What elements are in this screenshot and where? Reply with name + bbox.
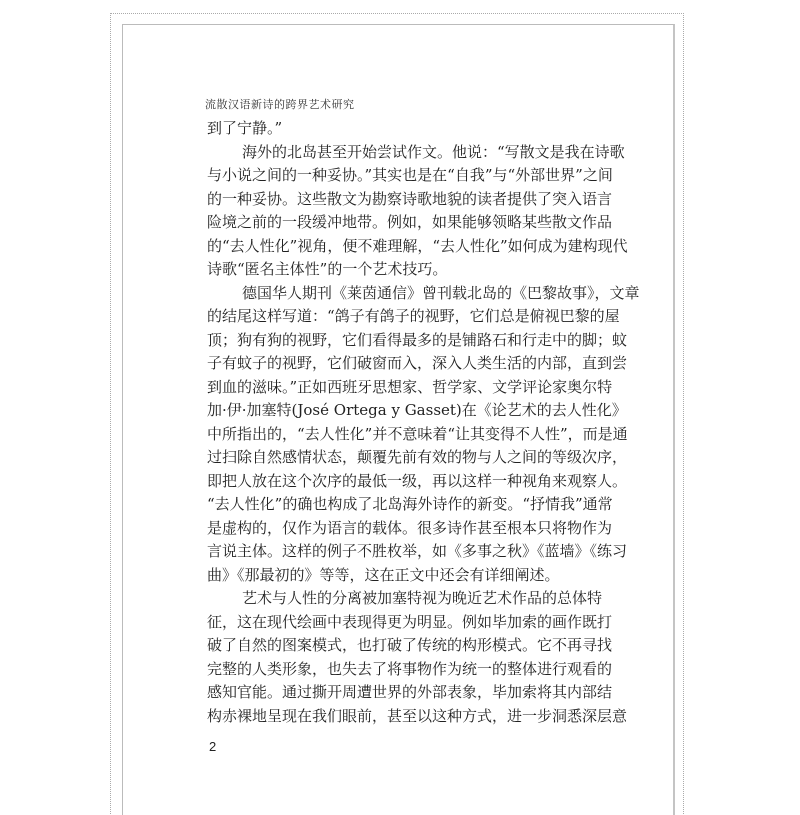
text-line: 即把人放在这个次序的最低一级，再以这样一种视角来观察人。: [207, 471, 628, 490]
text-line: 完整的人类形象，也失去了将事物作为统一的整体进行观看的: [207, 659, 613, 678]
text-line: 中所指出的，“去人性化”并不意味着“让其变得不人性”，而是通: [207, 424, 628, 443]
text-line: 德国华人期刊《莱茵通信》曾刊载北岛的《巴黎故事》，文章: [242, 283, 640, 302]
text-line: 到血的滋味。”正如西班牙思想家、哲学家、文学评论家奥尔特: [207, 377, 613, 396]
text-line: 感知官能。通过撕开周遭世界的外部表象，毕加索将其内部结: [207, 683, 613, 701]
text-line: 的“去人性化”视角，便不难理解，“去人性化”如何成为建构现代: [207, 236, 628, 255]
text-line: 言说主体。这样的例子不胜枚举，如《多事之秋》《蓝墙》《练习: [207, 542, 628, 560]
text-line: 顶；狗有狗的视野，它们看得最多的是铺路石和行走中的脚；蚊: [207, 330, 628, 349]
text-line: 与小说之间的一种妥协。”其实也是在“自我”与“外部世界”之间: [207, 166, 613, 184]
text-line: 征，这在现代绘画中表现得更为明显。例如毕加索的画作既打: [207, 612, 613, 631]
text-line: 险境之前的一段缓冲地带。例如，如果能够领略某些散文作品: [207, 213, 613, 231]
text-line: 过扫除自然感情状态，颠覆先前有效的物与人之间的等级次序，: [207, 448, 628, 466]
body-text: [207, 117, 640, 728]
text-line: 到了宁静。”: [207, 119, 283, 137]
text-line: 破了自然的图案模式，也打破了传统的构形模式。它不再寻找: [207, 636, 613, 654]
running-header: 流散汉语新诗的跨界艺术研究: [205, 98, 355, 111]
page-number: 2: [209, 739, 217, 754]
text-line: “去人性化”的确也构成了北岛海外诗作的新变。“抒情我”通常: [207, 495, 613, 513]
text-line: 的结尾这样写道：“鸽子有鸽子的视野，它们总是俯视巴黎的屋: [207, 307, 620, 325]
text-line: 加·伊·加塞特(José Ortega y Gasset)在《论艺术的去人性化》: [207, 401, 627, 419]
text-line: 艺术与人性的分离被加塞特视为晚近艺术作品的总体特: [242, 589, 603, 607]
text-line: 是虚构的，仅作为语言的载体。很多诗作甚至根本只将物作为: [207, 518, 613, 537]
text-line: 诗歌“匿名主体性”的一个艺术技巧。: [207, 260, 448, 278]
text-line: 子有蚊子的视野，它们破窗而入，深入人类生活的内部，直到尝: [207, 354, 628, 372]
text-line: 构赤裸地呈现在我们眼前，甚至以这种方式，进一步洞悉深层意: [207, 706, 628, 725]
text-line: 海外的北岛甚至开始尝试作文。他说：“写散文是我在诗歌: [242, 142, 625, 161]
text-line: 曲》《那最初的》等等，这在正文中还会有详细阐述。: [207, 565, 560, 584]
text-line: 的一种妥协。这些散文为勘察诗歌地貌的读者提供了突入语言: [207, 189, 613, 208]
